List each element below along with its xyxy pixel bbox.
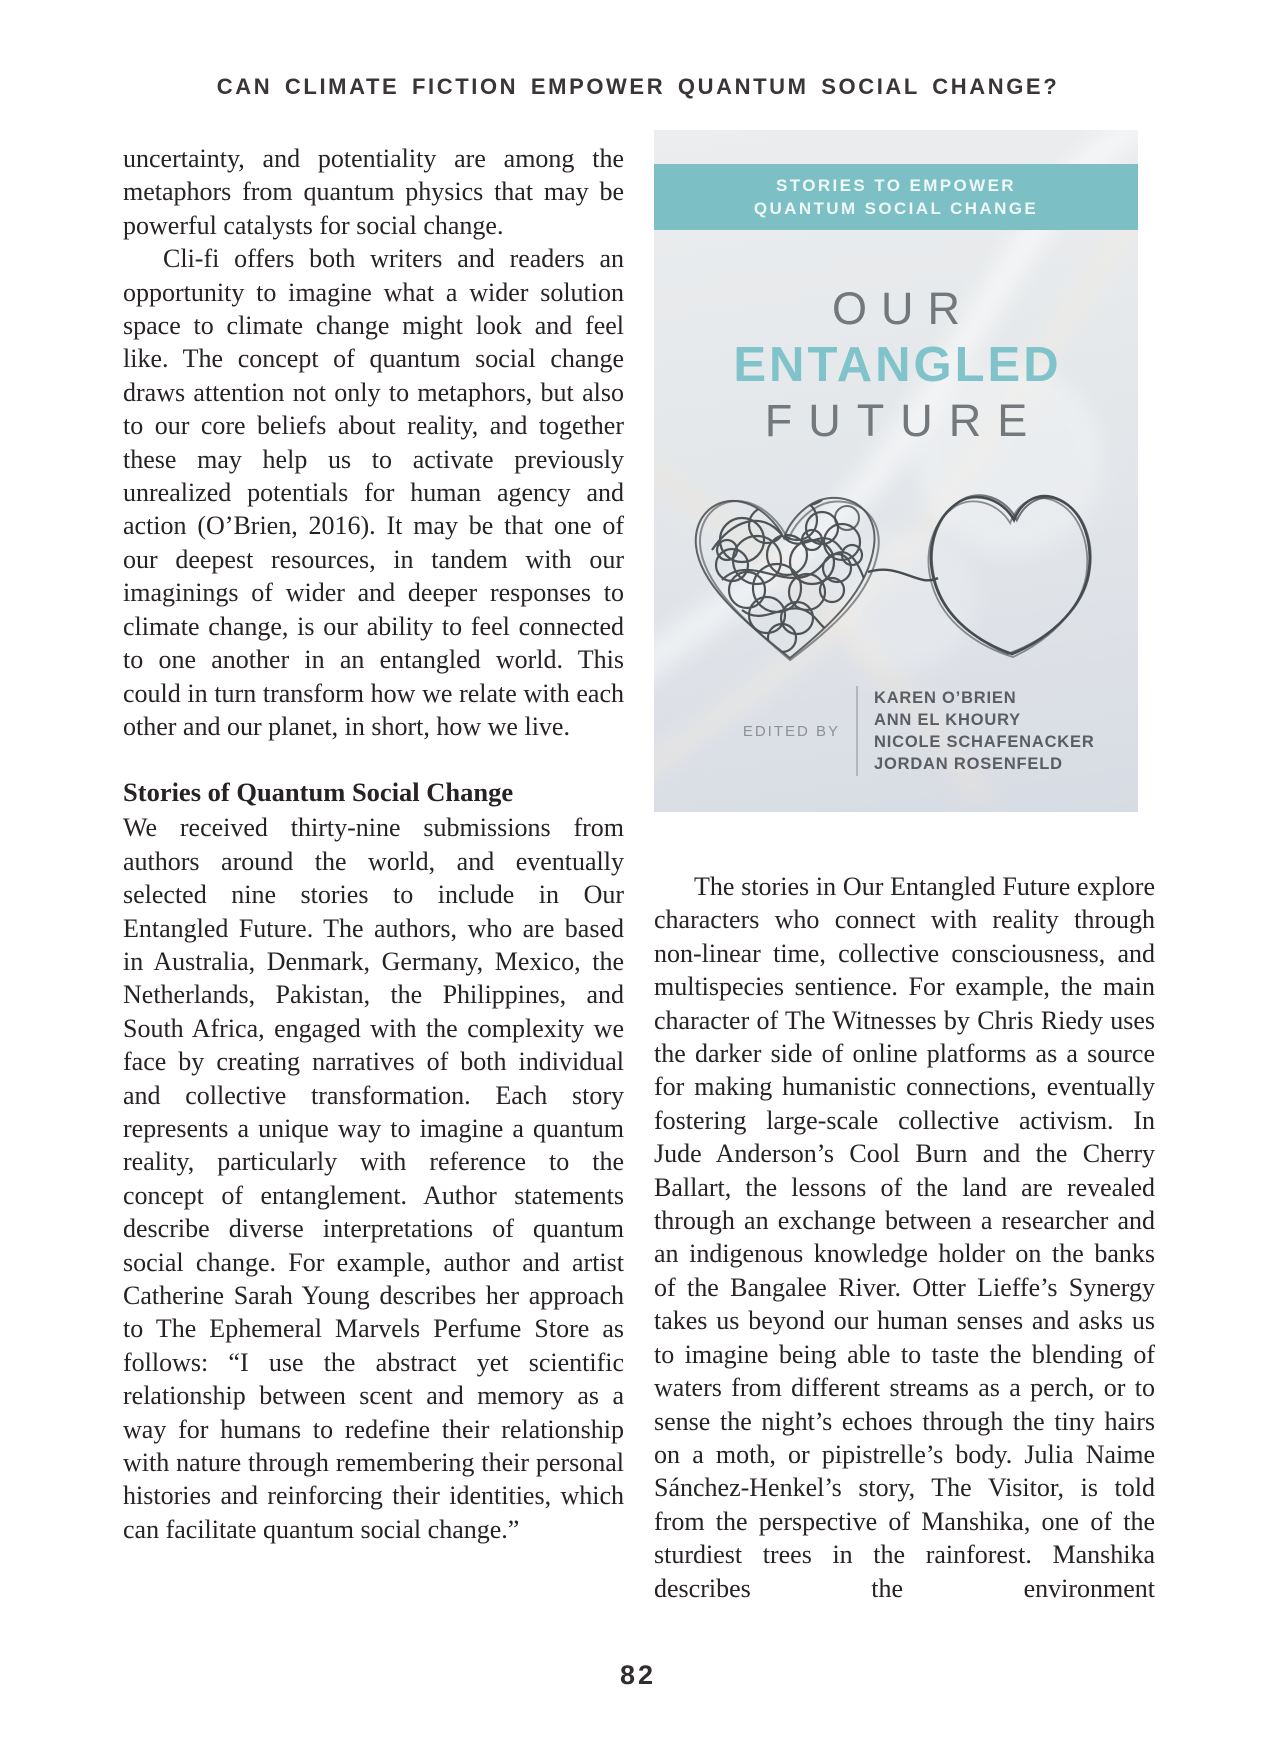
book-cover-image	[654, 130, 1138, 812]
right-column	[654, 130, 1155, 1605]
body-paragraph: Cli-fi offers both writers and readers an opportunity to imagine what a wider solution space to climate change might look and feel like. The concept of quantum social change draws attention not only to metaphors, but also to our core beliefs about reality, and together these may help us to activate previously unrealized potentials for human agency and action (O’Brien, 2016). It may be that one of our deepest resources, in tandem with our imaginings of wider and deeper responses to climate change, is our ability to feel connected to one another in an entangled world. This could in turn transform how we relate with each other and our planet, in short, how we live.	[123, 244, 624, 741]
cover-banner-line2: QUANTUM SOCIAL CHANGE	[753, 199, 1039, 218]
connecting-thread	[868, 570, 938, 581]
cover-title-our: OUR	[832, 283, 974, 334]
editor-name: ANN EL KHOURY	[874, 711, 1021, 729]
page-number: 82	[619, 1660, 657, 1690]
two-column-layout	[123, 130, 1155, 1605]
cover-editors-block	[654, 686, 1138, 776]
section-heading: Stories of Quantum Social Change	[123, 777, 514, 808]
cover-title	[654, 282, 1138, 448]
editor-name: NICOLE SCHAFENACKER	[874, 733, 1095, 751]
vertical-divider	[856, 686, 858, 776]
left-column	[123, 130, 624, 1605]
edited-by-label: EDITED BY	[742, 722, 840, 740]
running-head: CAN CLIMATE FICTION EMPOWER QUANTUM SOCIAL CHANGE?	[216, 74, 1060, 99]
cover-banner	[654, 164, 1138, 230]
editor-names	[874, 687, 1095, 775]
body-paragraph: The stories in Our Entangled Future explore characters who connect with reality through non-linear time, collective consciousness, and multispecies sentience. For example, the main character of The Witnesses by Chris Riedy uses the darker side of online platforms as a source for making humanistic connections, eventually fostering large-scale collective activism. In Jude Anderson’s Cool Burn and the Cherry Ballart, the lessons of the land are revealed through an exchange between a researcher and an indigenous knowledge holder on the banks of the Bangalee River. Otter Lieffe’s Synergy takes us beyond our human senses and asks us to imagine being able to taste the blending of waters from different streams as a perch, or to sense the night’s echoes through the tiny hairs on a moth, or pipistrelle’s body. Julia Naime Sánchez-Henkel’s story, The Visitor, is told from the perspective of Manshika, one of the sturdiest trees in the rainforest. Manshika describes the environment	[654, 872, 1155, 1603]
cover-title-future: FUTURE	[764, 395, 1044, 446]
editor-name: KAREN O’BRIEN	[874, 689, 1017, 707]
editor-name: JORDAN ROSENFELD	[874, 755, 1063, 773]
entangled-hearts-illustration	[672, 480, 1120, 670]
body-paragraph: uncertainty, and potentiality are among the metaphors from quantum physics that may be powerful catalysts for social change.	[123, 144, 624, 240]
body-paragraph: We received thirty-nine submissions from authors around the world, and eventually selected nine stories to include in Our Entangled Future. The authors, who are based in Australia, Denmark, Germany, Mexico, the Netherlands, Pakistan, the Philippines, and South Africa, engaged with the complexity we face by creating narratives of both individual and collective transformation. Each story represents a unique way to imagine a quantum reality, particularly with reference to the concept of entanglement. Author statements describe diverse interpretations of quantum social change. For example, author and artist Catherine Sarah Young describes her approach to The Ephemeral Marvels Perfume Store as follows: “I use the abstract yet scientific relationship between scent and memory as a way for humans to redefine their relationship with nature through remembering their personal histories and reinforcing their identities, which can facilitate quantum social change.”	[123, 813, 624, 1544]
cover-title-entangled: ENTANGLED	[733, 338, 1062, 392]
cover-banner-line1: STORIES TO EMPOWER	[776, 176, 1016, 195]
